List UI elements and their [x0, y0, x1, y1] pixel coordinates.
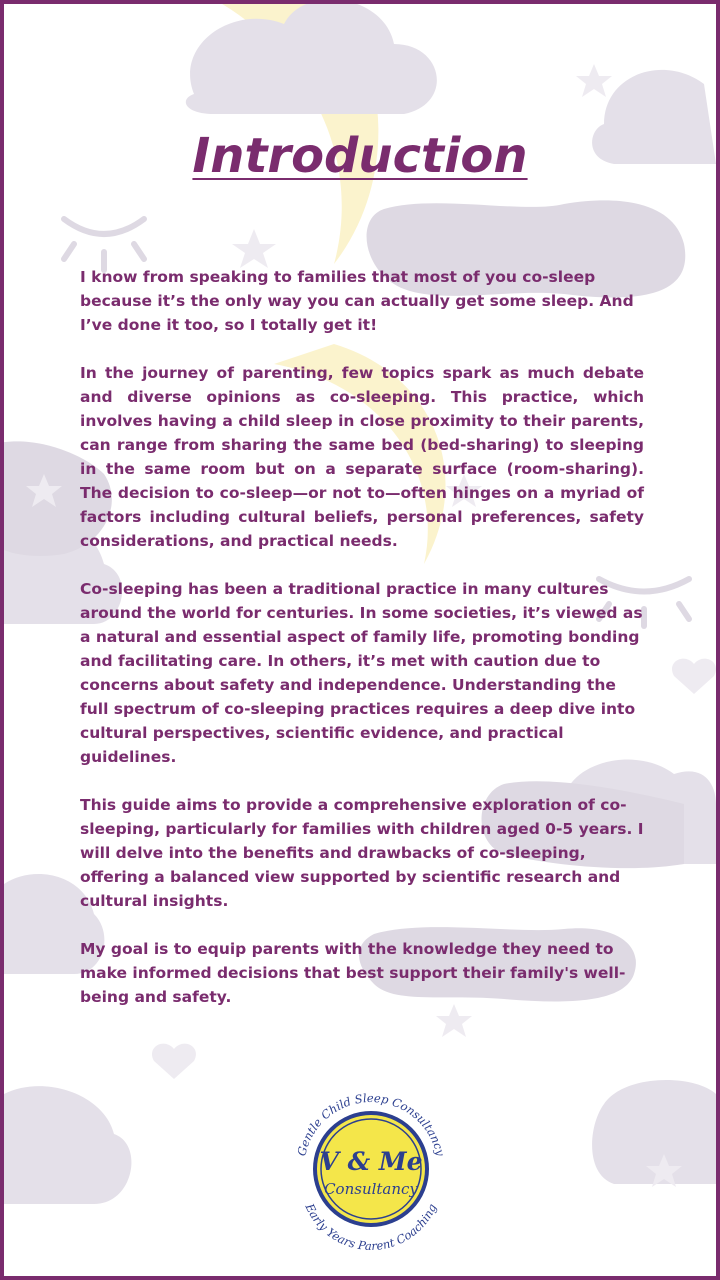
logo — [286, 1084, 456, 1254]
page-title-text: Introduction — [192, 128, 528, 184]
body-text — [80, 265, 644, 1033]
paragraph-intro: I know from speaking to families that most of you co-sleep because it’s the only way you can actually get some sleep. And I’ve done it too, so I totally get it! — [80, 268, 634, 334]
logo-line2: Consultancy — [324, 1180, 418, 1198]
paragraph-guide-aim: This guide aims to provide a comprehensive exploration of co-sleeping, particularly for families with children aged 0-5 years. I will delve into the benefits and drawbacks of co-sleeping, offering a balanced view supported by scientific research and cultural insights. — [80, 796, 644, 910]
logo-top-text: Gentle Child Sleep Consultancy — [294, 1090, 448, 1158]
logo-bottom-text: Early Years Parent Coaching — [302, 1201, 440, 1254]
paragraph-goal: My goal is to equip parents with the knowledge they need to make informed decisions that best support their family's well-being and safety. — [80, 940, 626, 1006]
page-title — [4, 128, 716, 184]
logo-line1: V & Me — [319, 1147, 423, 1176]
paragraph-history: Co-sleeping has been a traditional practice in many cultures around the world for centuries. In some societies, it’s viewed as a natural and essential aspect of family life, promoting bonding and facilitating care. In others, it’s met with caution due to concerns about safety and independence. Understanding the full spectrum of co-sleeping practices requires a deep dive into cultural perspectives, scientific evidence, and practical guidelines. — [80, 580, 643, 766]
paragraph-definition: In the journey of parenting, few topics spark as much debate and diverse opinions as co-sleeping. This practice, which involves having a child sleep in close proximity to their parents, can range from sharing the same bed (bed-sharing) to sleeping in the same room but on a separate surface (room-sharing). The decision to co-sleep—or not to—often hinges on a myriad of factors including cultural beliefs, personal preferences, safety considerations, and practical needs. — [80, 364, 644, 550]
